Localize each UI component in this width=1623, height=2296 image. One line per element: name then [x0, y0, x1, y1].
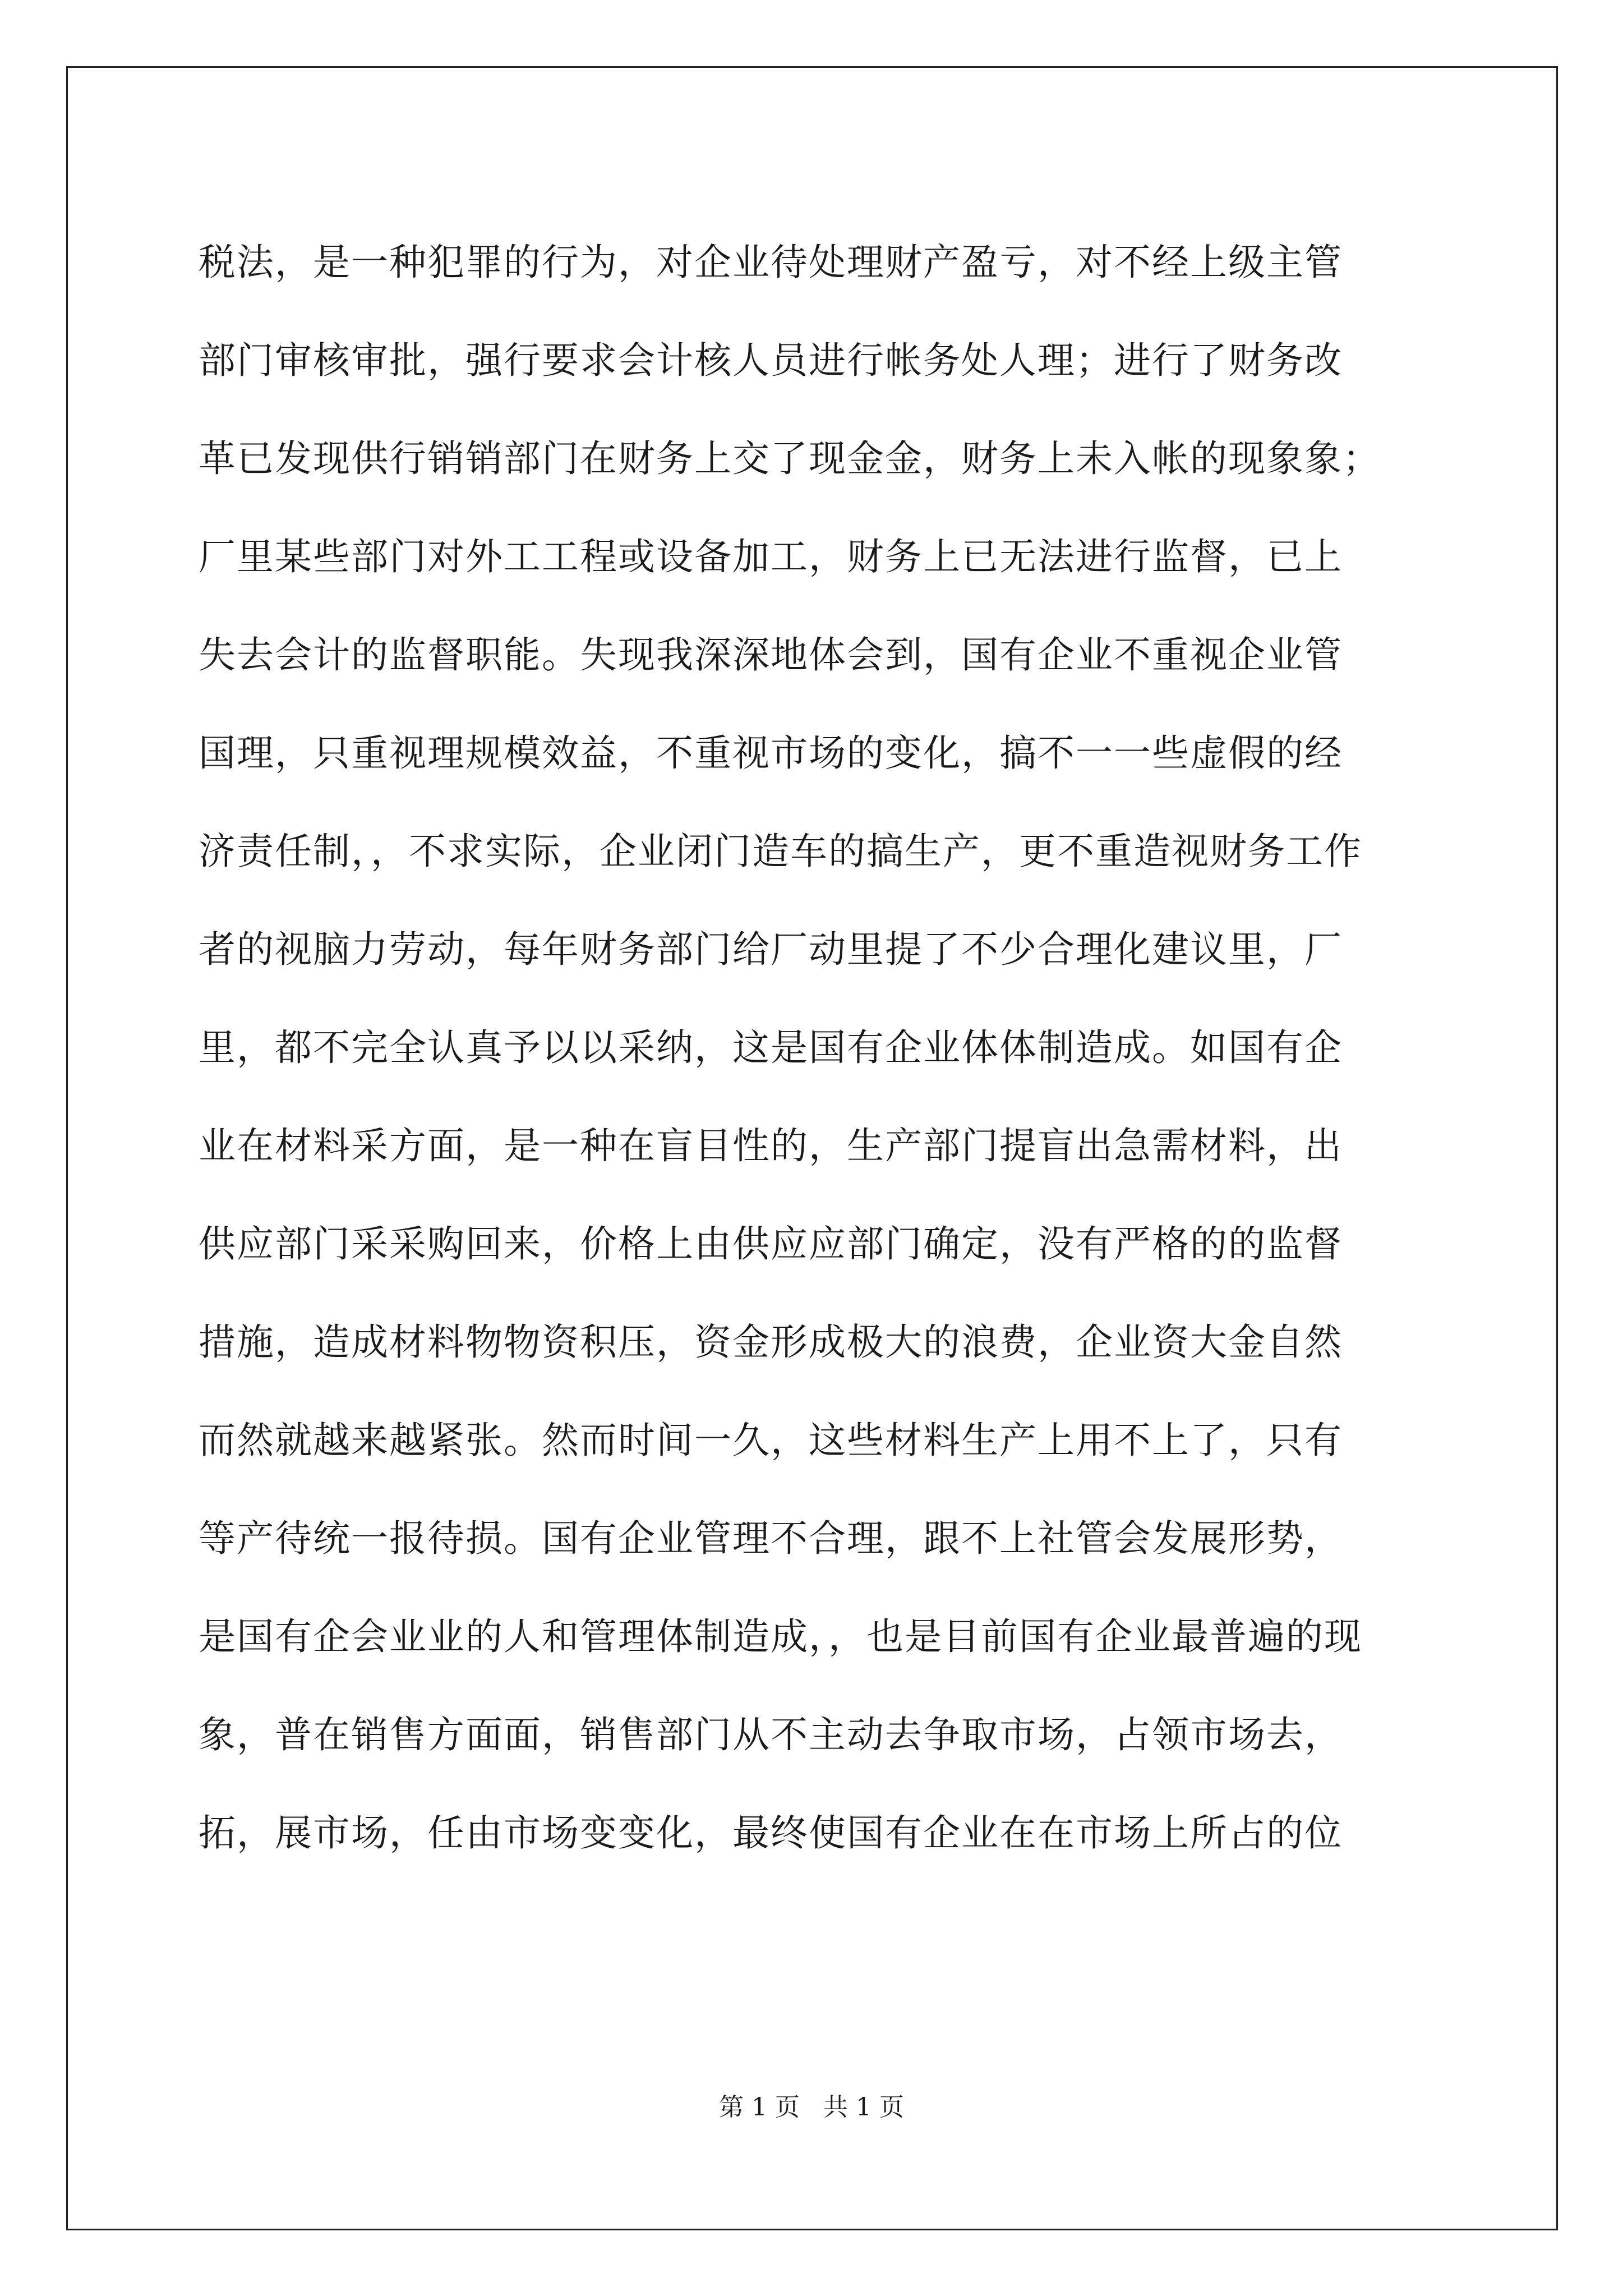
- text-line: 税法，是一种犯罪的行为，对企业待处理财产盈亏，对不经上级主管: [199, 241, 1343, 284]
- text-line: 国理，只重视理规模效益，不重视市场的变化，搞不一一些虚假的经: [199, 731, 1343, 775]
- text-line: 是国有企会业业的人和管理体制造成，，也是目前国有企业最普遍的现: [199, 1615, 1362, 1658]
- text-line: 措施，造成材料物物资积压，资金形成极大的浪费，企业资大金自然: [199, 1320, 1343, 1364]
- text-line: 拓，展市场，任由市场变变化，最终使国有企业在在市场上所占的位: [199, 1811, 1343, 1855]
- text-line: 等产待统一报待损。国有企业管理不合理，跟不上社管会发展形势，: [199, 1517, 1343, 1560]
- document-body: [199, 213, 1432, 1882]
- text-line: 里，都不完全认真予以以采纳，这是国有企业体体制造成。如国有企: [199, 1026, 1343, 1069]
- text-line: 而然就越来越紧张。然而时间一久，这些材料生产上用不上了，只有: [199, 1419, 1343, 1462]
- page-footer: [0, 2087, 1623, 2123]
- text-line: 者的视脑力劳动，每年财务部门给厂动里提了不少合理化建议里，厂: [199, 928, 1343, 971]
- text-line: 革已发现供行销销部门在财务上交了现金金，财务上未入帐的现象象；: [199, 437, 1381, 480]
- page-total: 共 1 页: [823, 2093, 904, 2122]
- text-line: 供应部门采采购回来，价格上由供应应部门确定，没有严格的的监督: [199, 1222, 1343, 1266]
- page-number: 第 1 页: [719, 2093, 800, 2122]
- text-line: 部门审核审批，强行要求会计核人员进行帐务处人理；进行了财务改: [199, 339, 1343, 382]
- text-line: 象，普在销售方面面，销售部门从不主动去争取市场，占领市场去，: [199, 1713, 1343, 1756]
- text-line: 厂里某些部门对外工工程或设备加工，财务上已无法进行监督，已上: [199, 535, 1343, 578]
- text-line: 业在材料采方面，是一种在盲目性的，生产部门提盲出急需材料，出: [199, 1124, 1343, 1167]
- text-line: 济责任制，，不求实际，企业闭门造车的搞生产，更不重造视财务工作: [199, 830, 1362, 873]
- text-line: 失去会计的监督职能。失现我深深地体会到，国有企业不重视企业管: [199, 633, 1343, 677]
